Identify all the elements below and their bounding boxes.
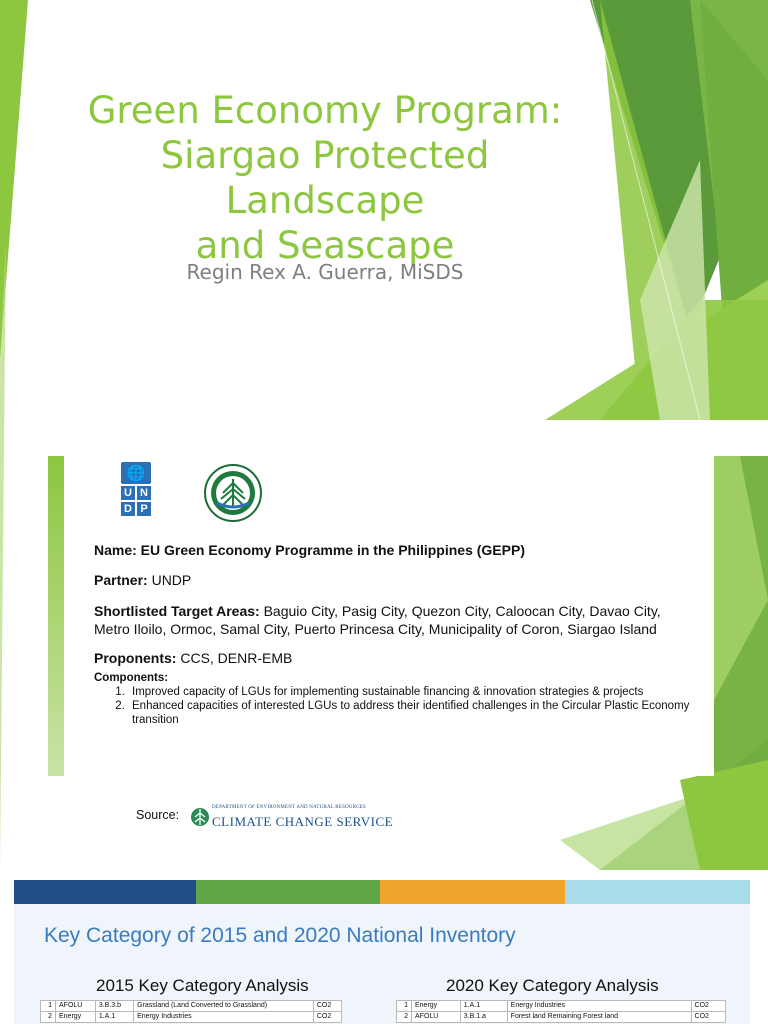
color-stripe: [196, 880, 380, 904]
ccs-name-text: CLIMATE CHANGE SERVICE: [212, 814, 394, 829]
table-cell: 1: [41, 1001, 56, 1012]
denr-leaf-icon: [190, 804, 210, 830]
table-cell: 3.B.3.b: [95, 1001, 133, 1012]
target-label: Shortlisted Target Areas:: [94, 603, 260, 619]
title-line: and Seascape: [195, 224, 455, 267]
table-cell: 3.B.1.a: [460, 1012, 507, 1023]
undp-logo: [121, 462, 151, 518]
table-row: [41, 1001, 342, 1012]
card-accent-bar: [48, 456, 64, 776]
program-info-card: [48, 456, 714, 776]
color-stripe: [14, 880, 196, 904]
table-cell: AFOLU: [412, 1012, 461, 1023]
undp-letter: N: [137, 486, 151, 500]
author-name: Regin Rex A. Guerra, MiSDS: [186, 260, 464, 284]
table-cell: Energy Industries: [134, 1012, 314, 1023]
table-cell: Energy: [412, 1001, 461, 1012]
target-value: Baguio City, Pasig City, Quezon City, Caloocan City, Davao City, Metro Iloilo, Ormoc, Samal City, Puerto Princesa City, Municipality of Coron, Siargao Island: [94, 603, 661, 637]
slide2-title: Key Category of 2015 and 2020 National Inventory: [44, 924, 516, 947]
un-emblem-icon: 🌐: [121, 462, 151, 484]
table-cell: 2: [397, 1012, 412, 1023]
table-row: [397, 1001, 726, 1012]
table-cell: CO2: [313, 1012, 341, 1023]
partner-value: UNDP: [151, 572, 192, 588]
table-row: [41, 1012, 342, 1023]
table-cell: Energy Industries: [507, 1001, 691, 1012]
list-item: 1. Improved capacity of LGUs for implementing sustainable financing & innovation strategies & projects: [128, 685, 694, 699]
title-line: Siargao Protected Landscape: [160, 134, 490, 222]
denr-seal-icon: [203, 463, 263, 523]
table-cell: 1.A.1: [95, 1012, 133, 1023]
proponents-value: CCS, DENR-EMB: [180, 650, 293, 666]
title-line: Green Economy Program:: [87, 89, 563, 132]
table-row: [397, 1012, 726, 1023]
undp-letter: P: [137, 502, 151, 516]
key-category-table-2015: [40, 1000, 342, 1023]
source-label: Source:: [136, 808, 180, 822]
undp-letter: D: [121, 502, 135, 516]
table-cell: AFOLU: [56, 1001, 96, 1012]
table-cell: CO2: [691, 1001, 725, 1012]
climate-change-service-logo: [190, 802, 394, 836]
table-cell: 1: [397, 1001, 412, 1012]
key-category-table-2020: [396, 1000, 726, 1023]
ccs-department-text: DEPARTMENT OF ENVIRONMENT AND NATURAL RESOURCES: [212, 805, 366, 810]
table-cell: Grassland (Land Converted to Grassland): [134, 1001, 314, 1012]
slide-title: [60, 88, 590, 268]
program-partner: [94, 572, 694, 588]
components-label: Components:: [94, 672, 169, 684]
program-name: Name: EU Green Economy Programme in the Philippines (GEPP): [94, 542, 525, 558]
target-areas: [94, 602, 694, 638]
partner-label: Partner:: [94, 572, 148, 588]
table-cell: CO2: [313, 1001, 341, 1012]
color-stripe: [565, 880, 750, 904]
table-cell: Energy: [56, 1012, 96, 1023]
table-cell: 2: [41, 1012, 56, 1023]
left-table-heading: 2015 Key Category Analysis: [96, 976, 309, 995]
table-cell: 1.A.1: [460, 1001, 507, 1012]
program-details: [94, 542, 694, 727]
right-table-heading: 2020 Key Category Analysis: [446, 976, 659, 995]
proponents: [94, 650, 694, 666]
key-category-slide: [14, 880, 750, 1024]
undp-letter: U: [121, 486, 135, 500]
components-list: [94, 685, 694, 727]
table-cell: CO2: [691, 1012, 725, 1023]
proponents-label: Proponents:: [94, 650, 177, 666]
table-cell: Forest land Remaining Forest land: [507, 1012, 691, 1023]
color-stripe: [380, 880, 565, 904]
list-item: 2. Enhanced capacities of interested LGUs to address their identified challenges in the Circular Plastic Economy transition: [128, 699, 694, 727]
